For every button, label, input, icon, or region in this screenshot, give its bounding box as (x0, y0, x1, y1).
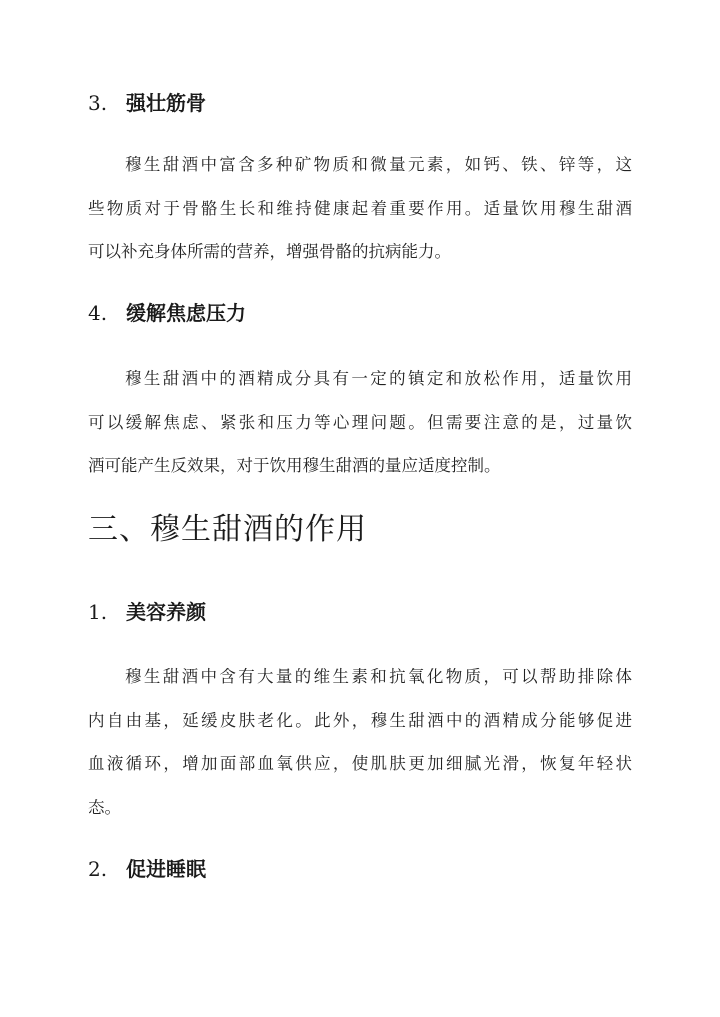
section-number: 4. (88, 301, 108, 325)
section-title: 缓解焦虑压力 (126, 301, 246, 325)
section-heading (88, 298, 632, 328)
paragraph (88, 143, 632, 274)
section-title: 美容养颜 (126, 600, 206, 624)
paragraph-line: 穆生甜酒中富含多种矿物质和微量元素，如钙、铁、锌等，这 (125, 155, 632, 174)
paragraph-line: 可以缓解焦虑、紧张和压力等心理问题。但需要注意的是，过量饮 (88, 412, 632, 432)
section-heading (88, 88, 632, 118)
chapter-heading: 三、穆生甜酒的作用 (88, 512, 367, 547)
section-heading (88, 854, 632, 884)
section-number: 3. (88, 91, 108, 115)
paragraph-line: 内自由基，延缓皮肤老化。此外，穆生甜酒中的酒精成分能够促进 (88, 710, 632, 730)
paragraph-line: 些物质对于骨骼生长和维持健康起着重要作用。适量饮用穆生甜酒 (88, 198, 632, 218)
paragraph (88, 357, 632, 488)
section-title: 强壮筋骨 (126, 91, 206, 115)
paragraph (88, 655, 632, 829)
section-number: 2. (88, 857, 108, 881)
paragraph-line: 态。 (88, 797, 121, 817)
section-heading (88, 597, 632, 627)
paragraph-line: 穆生甜酒中含有大量的维生素和抗氧化物质，可以帮助排除体 (125, 667, 632, 686)
section-number: 1. (88, 600, 108, 624)
paragraph-line: 穆生甜酒中的酒精成分具有一定的镇定和放松作用，适量饮用 (125, 369, 632, 388)
paragraph-line: 血液循环，增加面部血氧供应，使肌肤更加细腻光滑，恢复年轻状 (88, 754, 632, 773)
paragraph-line: 可以补充身体所需的营养，增强骨骼的抗病能力。 (88, 242, 451, 261)
paragraph-line: 酒可能产生反效果，对于饮用穆生甜酒的量应适度控制。 (88, 456, 501, 475)
section-title: 促进睡眠 (126, 857, 206, 881)
